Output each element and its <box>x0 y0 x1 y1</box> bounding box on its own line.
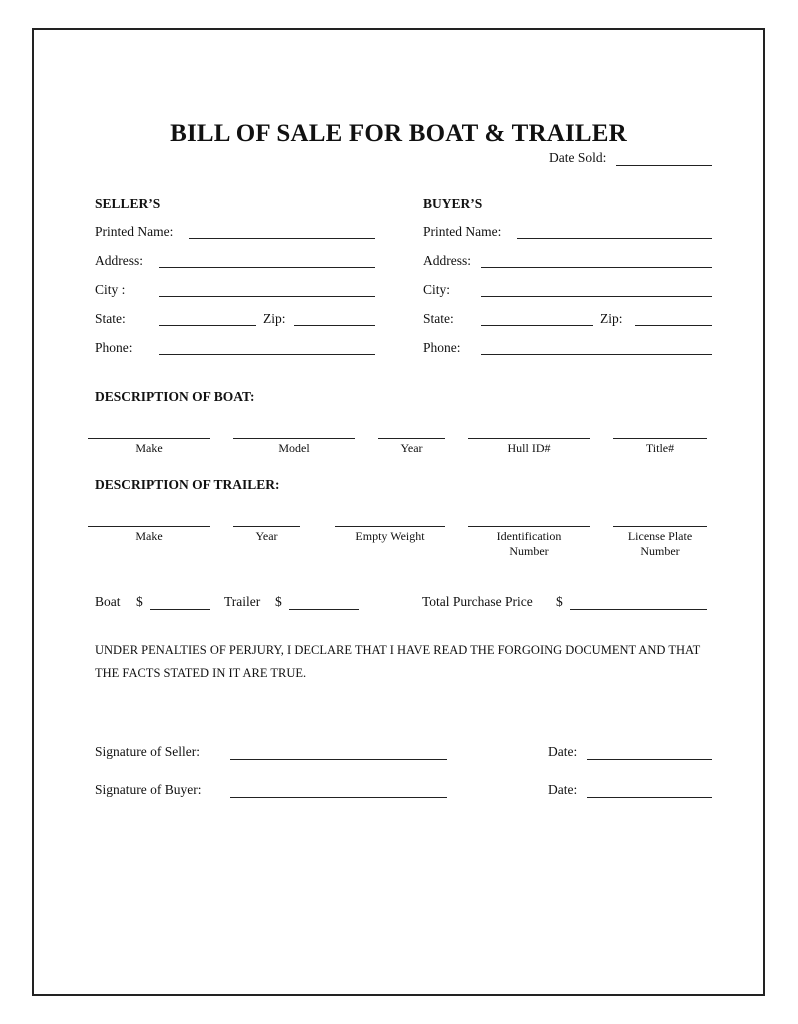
document-title: BILL OF SALE FOR BOAT & TRAILER <box>170 120 627 147</box>
boat-description-heading: DESCRIPTION OF BOAT: <box>95 389 255 404</box>
trailer-price-label: Trailer <box>224 594 261 609</box>
buyer-city-field[interactable] <box>481 296 712 297</box>
trailer-price-currency: $ <box>275 594 282 609</box>
trailer-identification-number-field[interactable] <box>468 526 590 527</box>
buyer-zip-field[interactable] <box>635 325 712 326</box>
trailer-make-caption: Make <box>135 529 163 543</box>
buyer-printed-name-field[interactable] <box>517 238 712 239</box>
trailer-license-plate-field[interactable] <box>613 526 707 527</box>
trailer-identification-number-caption: Identification Number <box>496 529 562 558</box>
boat-year-field[interactable] <box>378 438 445 439</box>
date-sold-label: Date Sold: <box>549 150 607 165</box>
date-sold-field[interactable] <box>616 165 712 166</box>
buyer-date-label: Date: <box>548 782 578 797</box>
trailer-empty-weight-field[interactable] <box>335 526 445 527</box>
boat-hull-id-field[interactable] <box>468 438 590 439</box>
buyer-state-field[interactable] <box>481 325 593 326</box>
buyer-state-label: State: <box>423 311 454 326</box>
boat-price-label: Boat <box>95 594 121 609</box>
trailer-empty-weight-caption: Empty Weight <box>355 529 425 543</box>
total-price-label: Total Purchase Price <box>422 594 533 609</box>
seller-printed-name-field[interactable] <box>189 238 375 239</box>
trailer-license-plate-caption: License Plate Number <box>627 529 693 558</box>
boat-price-field[interactable] <box>150 609 210 610</box>
boat-hull-id-caption: Hull ID# <box>507 441 551 455</box>
trailer-year-field[interactable] <box>233 526 300 527</box>
boat-make-caption: Make <box>135 441 163 455</box>
boat-make-field[interactable] <box>88 438 210 439</box>
seller-city-label: City : <box>95 282 126 297</box>
boat-model-field[interactable] <box>233 438 355 439</box>
buyer-zip-label: Zip: <box>600 311 623 326</box>
seller-date-field[interactable] <box>587 759 712 760</box>
seller-zip-field[interactable] <box>294 325 375 326</box>
seller-signature-field[interactable] <box>230 759 447 760</box>
seller-printed-name-label: Printed Name: <box>95 224 174 239</box>
trailer-description-heading: DESCRIPTION OF TRAILER: <box>95 477 280 492</box>
seller-address-label: Address: <box>95 253 143 268</box>
trailer-make-field[interactable] <box>88 526 210 527</box>
seller-phone-label: Phone: <box>95 340 133 355</box>
trailer-year-caption: Year <box>255 529 278 543</box>
buyer-signature-field[interactable] <box>230 797 447 798</box>
seller-signature-label: Signature of Seller: <box>95 744 200 759</box>
boat-title-caption: Title# <box>645 441 675 455</box>
seller-heading: SELLER’S <box>95 196 161 211</box>
buyer-printed-name-label: Printed Name: <box>423 224 502 239</box>
buyer-address-label: Address: <box>423 253 471 268</box>
buyer-phone-label: Phone: <box>423 340 461 355</box>
boat-model-caption: Model <box>278 441 310 455</box>
seller-address-field[interactable] <box>159 267 375 268</box>
boat-year-caption: Year <box>400 441 423 455</box>
perjury-declaration: UNDER PENALTIES OF PERJURY, I DECLARE THAT I HAVE READ THE FORGOING DOCUMENT AND THAT THE FACTS STATED IN IT ARE TRUE. <box>95 643 701 680</box>
total-price-field[interactable] <box>570 609 707 610</box>
buyer-address-field[interactable] <box>481 267 712 268</box>
seller-city-field[interactable] <box>159 296 375 297</box>
seller-state-label: State: <box>95 311 126 326</box>
buyer-phone-field[interactable] <box>481 354 712 355</box>
seller-phone-field[interactable] <box>159 354 375 355</box>
buyer-date-field[interactable] <box>587 797 712 798</box>
document-page <box>32 28 765 996</box>
buyer-city-label: City: <box>423 282 451 297</box>
seller-date-label: Date: <box>548 744 578 759</box>
seller-state-field[interactable] <box>159 325 256 326</box>
boat-title-field[interactable] <box>613 438 707 439</box>
buyer-signature-label: Signature of Buyer: <box>95 782 202 797</box>
buyer-heading: BUYER’S <box>423 196 483 211</box>
boat-price-currency: $ <box>136 594 143 609</box>
seller-zip-label: Zip: <box>263 311 286 326</box>
trailer-price-field[interactable] <box>289 609 359 610</box>
total-price-currency: $ <box>556 594 563 609</box>
